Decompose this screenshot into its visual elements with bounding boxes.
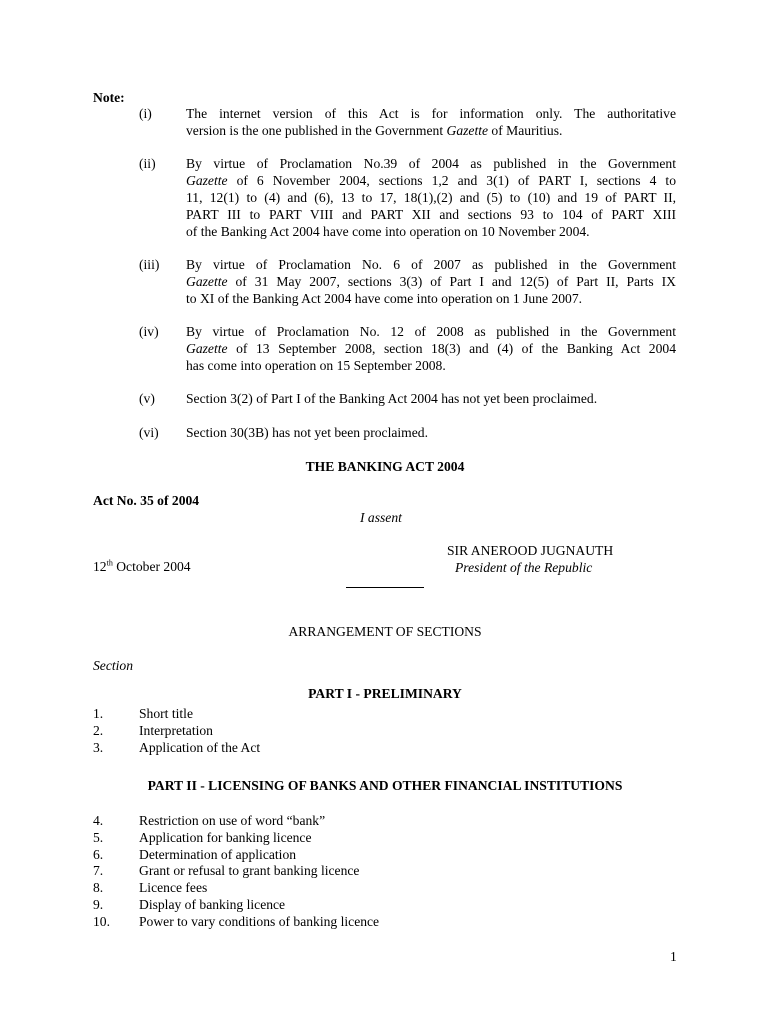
note-line: 11, 12(1) to (4) and (6), 13 to 17, 18(1),(2) and (5) to (10) and 19 of PART II,: [186, 190, 676, 205]
toc-number: 2.: [93, 722, 104, 738]
note-line: By virtue of Proclamation No.39 of 2004 as published in the Government: [186, 156, 676, 171]
note-number: (iii): [139, 257, 160, 272]
note-line: By virtue of Proclamation No. 12 of 2008 as published in the Government: [186, 324, 676, 339]
toc-number: 7.: [93, 863, 104, 879]
toc-row: [93, 722, 693, 739]
note-line: has come into operation on 15 September 2008.: [186, 358, 446, 373]
gazette-italic: Gazette: [186, 274, 228, 289]
gazette-italic: Gazette: [186, 173, 228, 188]
note-line-text: version is the one published in the Government: [186, 123, 447, 138]
note-text: [186, 105, 676, 139]
note-number: (vi): [139, 425, 159, 440]
note-line: Section 3(2) of Part I of the Banking Act 2004 has not yet been proclaimed.: [186, 391, 598, 406]
toc-row: [93, 829, 693, 846]
note-line-text: of 31 May 2007, sections 3(3) of Part I and 12(5) of Part II, Parts IX: [227, 274, 676, 289]
note-text: [186, 155, 676, 240]
section-label: Section: [93, 658, 134, 673]
toc-row: [93, 846, 693, 863]
toc-row: [93, 739, 693, 756]
signatory-name: SIR ANEROOD JUGNAUTH: [447, 543, 614, 558]
toc-row: [93, 896, 693, 913]
divider-rule: [346, 587, 424, 588]
toc-title: Short title: [139, 706, 193, 721]
note-line: [186, 122, 676, 139]
note-text: [186, 323, 676, 374]
act-number: Act No. 35 of 2004: [93, 493, 200, 508]
toc-number: 9.: [93, 897, 104, 912]
toc-row: [93, 862, 693, 879]
toc-title: Application for banking licence: [139, 829, 312, 845]
toc-number: 3.: [93, 739, 104, 755]
toc-title: Application of the Act: [139, 739, 261, 755]
note-line: The internet version of this Act is for information only. The authoritative: [186, 106, 676, 121]
date-day: 12: [93, 559, 107, 574]
assent-text: I assent: [360, 510, 402, 525]
note-text: [186, 256, 676, 307]
part1-heading: PART I - PRELIMINARY: [308, 686, 462, 701]
note-line: of the Banking Act 2004 have come into operation on 10 November 2004.: [186, 224, 590, 239]
toc-title: Determination of application: [139, 846, 297, 862]
date-rest: October 2004: [112, 559, 191, 574]
note-line: [186, 273, 676, 290]
note-text: [186, 390, 676, 407]
toc-number: 8.: [93, 880, 104, 896]
note-line-text: of Mauritius.: [488, 123, 563, 138]
toc-row: [93, 913, 693, 930]
note-number: (i): [139, 106, 152, 121]
note-line-text: of 6 November 2004, sections 1,2 and 3(1) of PART I, sections 4 to: [227, 173, 676, 188]
toc-number: 5.: [93, 829, 104, 845]
note-text: [186, 424, 676, 441]
note-line-text: of 13 September 2008, section 18(3) and (4) of the Banking Act 2004: [227, 341, 676, 356]
toc-title: Restriction on use of word “bank”: [139, 813, 326, 828]
note-number: (v): [139, 391, 155, 406]
toc-number: 1.: [93, 706, 104, 721]
note-line: PART III to PART VIII and PART XII and sections 93 to 104 of PART XIII: [186, 207, 676, 222]
toc-title: Licence fees: [139, 880, 208, 896]
act-title: THE BANKING ACT 2004: [305, 459, 465, 474]
toc-number: 4.: [93, 813, 104, 828]
toc-row: [93, 879, 693, 896]
note-line: [186, 172, 676, 189]
toc-number: 6.: [93, 846, 104, 862]
toc-row: [93, 705, 693, 722]
toc-number: 10.: [93, 913, 110, 929]
note-line: By virtue of Proclamation No. 6 of 2007 as published in the Government: [186, 257, 676, 272]
gazette-italic: Gazette: [186, 341, 228, 356]
date-suffix: th: [106, 558, 113, 568]
toc-title: Interpretation: [139, 722, 213, 738]
page-number: 1: [670, 949, 677, 964]
toc-title: Grant or refusal to grant banking licence: [139, 863, 360, 879]
note-number: (ii): [139, 156, 156, 171]
note-line: to XI of the Banking Act 2004 have come into operation on 1 June 2007.: [186, 291, 583, 306]
note-line: [186, 340, 676, 357]
gazette-italic: Gazette: [446, 123, 489, 138]
assent-date: [93, 558, 191, 575]
part2-heading: PART II - LICENSING OF BANKS AND OTHER FINANCIAL INSTITUTIONS: [147, 778, 623, 793]
arrangement-heading: ARRANGEMENT OF SECTIONS: [288, 624, 482, 639]
note-number: (iv): [139, 324, 159, 339]
signatory-title: President of the Republic: [455, 560, 593, 575]
note-line: Section 30(3B) has not yet been proclaimed.: [186, 425, 428, 440]
toc-title: Display of banking licence: [139, 897, 286, 912]
toc-row: [93, 812, 693, 829]
toc-title: Power to vary conditions of banking licence: [139, 913, 380, 929]
note-label: Note:: [93, 90, 125, 105]
